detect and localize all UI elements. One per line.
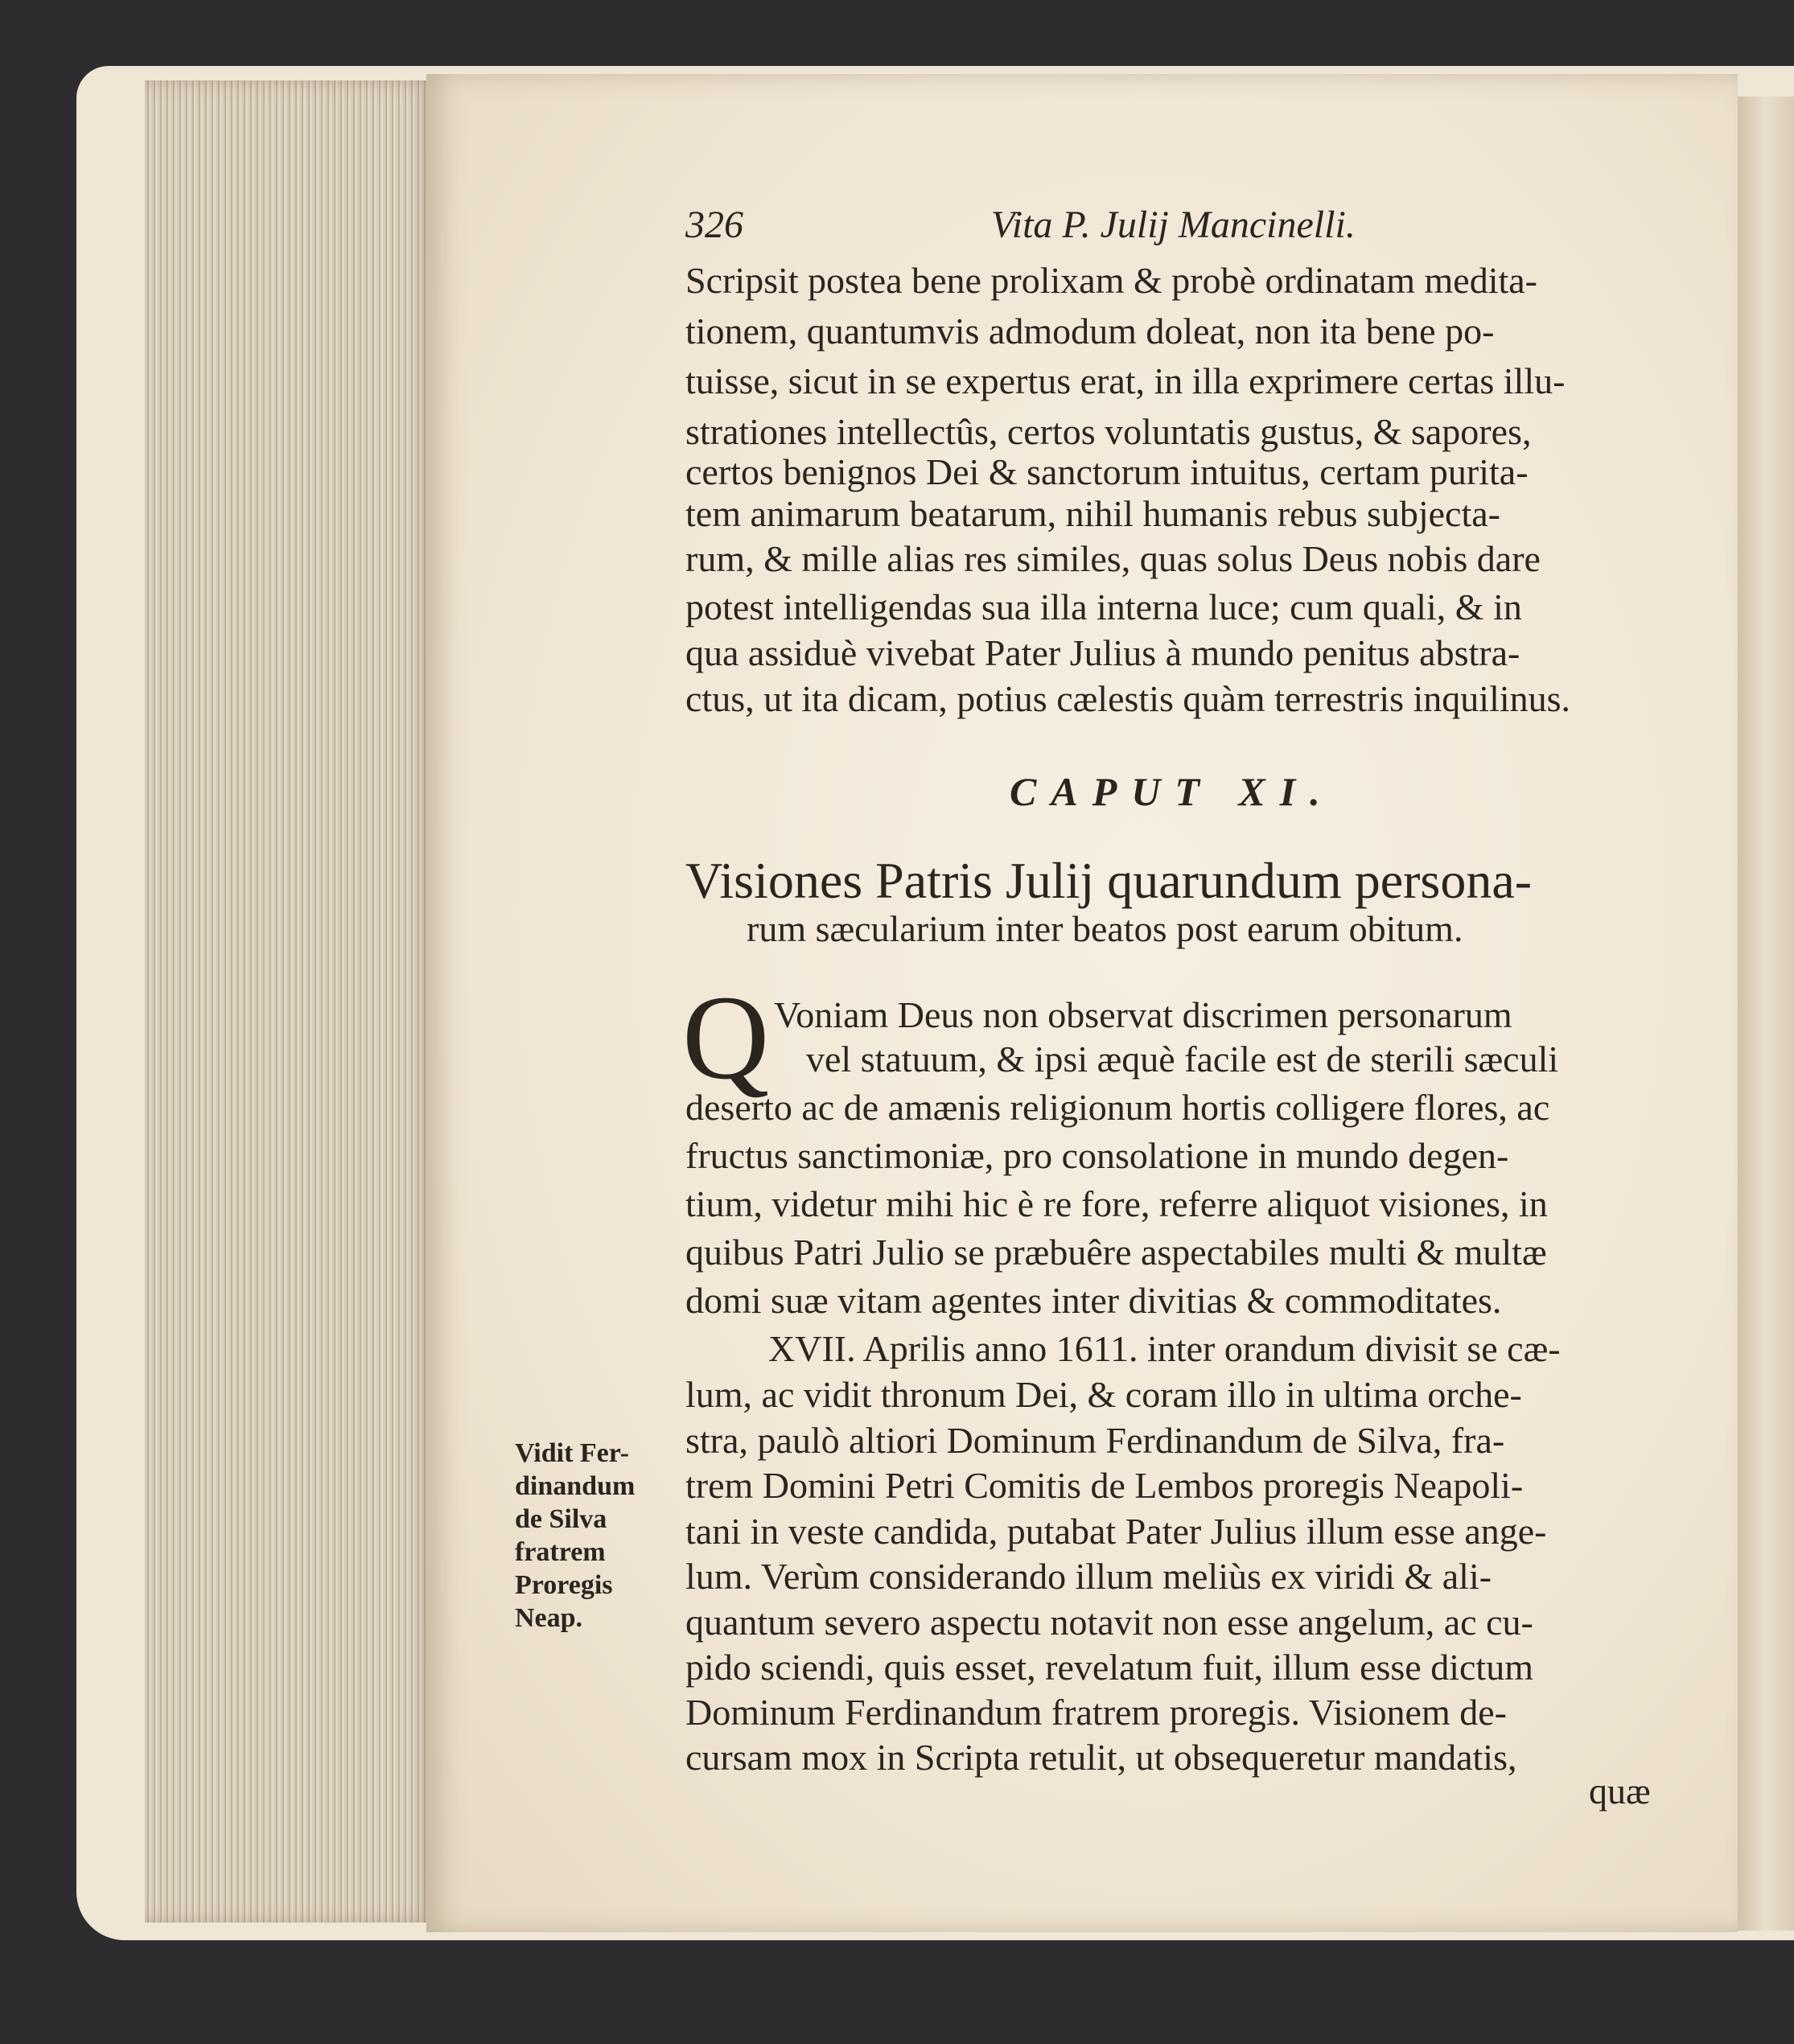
text-line: cursam mox in Scripta retulit, ut obsequeretur mandatis,: [685, 1737, 1517, 1778]
chapter-title-line-1: Visiones Patris Julij quarundum persona-: [685, 852, 1533, 909]
marginal-note-line: Vidit Fer-: [515, 1438, 629, 1468]
drop-cap: Q: [682, 971, 770, 1104]
running-title: Vita P. Julij Mancinelli.: [991, 204, 1356, 246]
text-line: domi suæ vitam agentes inter divitias & commoditates.: [685, 1280, 1502, 1321]
text-line: ctus, ut ita dicam, potius cælestis quàm terrestris inquilinus.: [685, 678, 1571, 719]
text-line: vel statuum, & ipsi æquè facile est de sterili sæculi: [806, 1038, 1559, 1080]
page-edges: [145, 80, 434, 1923]
text-line: Scripsit postea bene prolixam & probè ordinatam medita-: [685, 260, 1537, 301]
text-line: certos benignos Dei & sanctorum intuitus, certam purita-: [685, 451, 1529, 492]
marginal-note-line: dinandum: [515, 1471, 636, 1501]
text-line: pido sciendi, quis esset, revelatum fuit, illum esse dictum: [685, 1647, 1533, 1688]
text-line: qua assiduè vivebat Pater Julius à mundo penitus abstra-: [685, 632, 1520, 673]
text-line: stra, paulò altiori Dominum Ferdinandum de Silva, fra-: [685, 1420, 1505, 1461]
text-line: potest intelligendas sua illa interna luce; cum quali, & in: [685, 586, 1522, 627]
catchword: quæ: [1589, 1771, 1651, 1812]
text-line: lum, ac vidit thronum Dei, & coram illo in ultima orche-: [685, 1374, 1522, 1415]
text-line: lum. Verùm considerando illum meliùs ex viridi & ali-: [685, 1556, 1492, 1597]
text-line: quantum severo aspectu notavit non esse angelum, ac cu-: [685, 1602, 1533, 1643]
facing-page-edge: [1738, 97, 1794, 1931]
text-line: rum, & mille alias res similes, quas solus Deus nobis dare: [685, 538, 1541, 579]
text-line: trem Domini Petri Comitis de Lembos proregis Neapoli-: [685, 1465, 1524, 1506]
text-line: fructus sanctimoniæ, pro consolatione in mundo degen-: [685, 1135, 1509, 1176]
chapter-heading: CAPUT XI.: [1010, 769, 1335, 814]
text-line: strationes intellectûs, certos voluntatis gustus, & sapores,: [685, 411, 1532, 452]
text-line: tium, videtur mihi hic è re fore, referre aliquot visiones, in: [685, 1183, 1548, 1224]
marginal-note-line: de Silva: [515, 1504, 607, 1534]
text-line: tuisse, sicut in se expertus erat, in illa exprimere certas illu-: [685, 360, 1566, 401]
marginal-note: [515, 1437, 635, 1635]
marginal-note-line: Neap.: [515, 1603, 583, 1633]
text-line: tem animarum beatarum, nihil humanis rebus subjecta-: [685, 493, 1500, 534]
text-line: XVII. Aprilis anno 1611. inter orandum divisit se cæ-: [768, 1328, 1561, 1369]
marginal-note-line: Proregis: [515, 1570, 613, 1600]
marginal-note-line: fratrem: [515, 1537, 606, 1567]
page-number: 326: [685, 204, 743, 246]
text-line: quibus Patri Julio se præbuêre aspectabiles multi & multæ: [685, 1232, 1547, 1273]
text-line: deserto ac de amænis religionum hortis colligere flores, ac: [685, 1087, 1550, 1128]
text-line: Voniam Deus non observat discrimen personarum: [774, 994, 1512, 1035]
text-line: tionem, quantumvis admodum doleat, non ita bene po-: [685, 311, 1495, 352]
chapter-title-line-2: rum sæcularium inter beatos post earum obitum.: [747, 908, 1463, 949]
text-line: Dominum Ferdinandum fratrem proregis. Visionem de-: [685, 1692, 1507, 1733]
text-line: tani in veste candida, putabat Pater Julius illum esse ange-: [685, 1511, 1547, 1552]
